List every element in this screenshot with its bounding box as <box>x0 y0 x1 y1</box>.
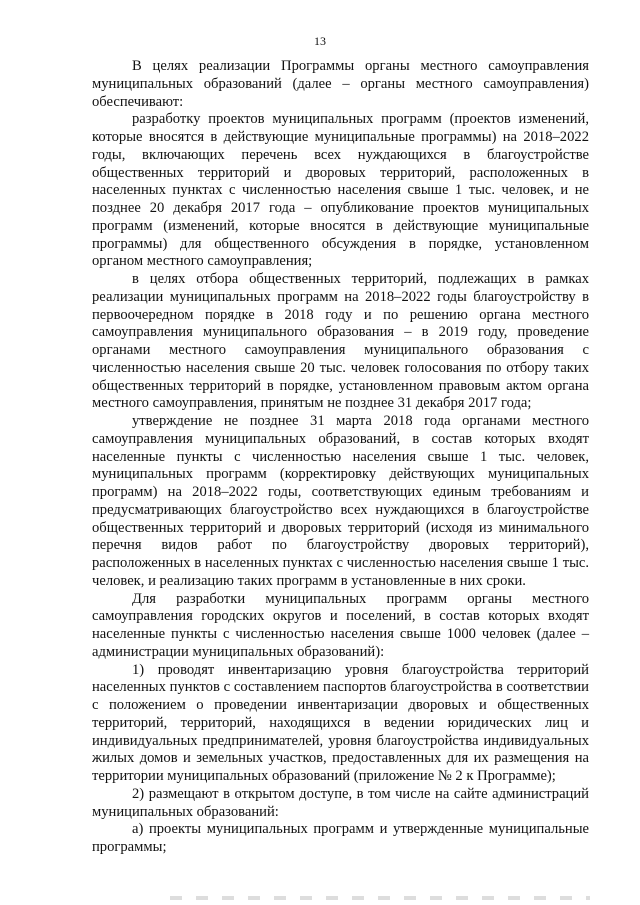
page-number: 13 <box>314 34 326 48</box>
document-body <box>92 58 589 857</box>
paragraph-item-2-publication: 2) размещают в открытом доступе, в том числе на сайте администраций муниципальных образований: <box>92 785 589 820</box>
paragraph-intro: В целях реализации Программы органы местного самоуправления муниципальных образований (далее – органы местного самоуправления) обеспечивают: <box>92 58 589 110</box>
paragraph-item-a-drafts: а) проекты муниципальных программ и утвержденные муниципальные программы; <box>92 821 589 855</box>
paragraph-item-1-inventory: 1) проводят инвентаризацию уровня благоустройства территорий населенных пунктов с составлением паспортов благоустройства в соответствии с положением о проведении инвентаризации дворовых и общественных территорий, территорий, находящихся в ведении юридических лиц и индивидуальных предпринимателей, уровня благоустройства индивидуальных жилых домов и земельных участков, предоставленных для их размещения на территории муниципальных образований (приложение № 2 к Программе); <box>92 661 589 784</box>
paragraph-program-approval: утверждение не позднее 31 марта 2018 года органами местного самоуправления муниципальных образований, в состав которых входят населенные пункты с численностью населения свыше 1 тыс. человек, муниципальных программ (корректировку действующих муниципальных программ) на 2018–2022 годы, соответствующих единым требованиям и предусматривающих благоустройство всех нуждающихся в благоустройстве общественных территорий и дворовых территорий (исходя из минимального перечня видов работ по благоустройству дворовых территорий), расположенных в населенных пунктах с численностью населения свыше 1 тыс. человек, и реализацию таких программ в установленные в них сроки. <box>92 413 589 589</box>
paragraph-territory-selection: в целях отбора общественных территорий, подлежащих в рамках реализации муниципальных программ на 2018–2022 годы благоустройству в первоочередном порядке в 2018 году и по решению органа местного самоуправления муниципального образования – в 2019 году, проведение органами местного самоуправления муниципального образования с численностью населения свыше 20 тыс. человек голосования по отбору таких общественных территорий в порядке, установленном правовым актом органа местного самоуправления, принятым не позднее 31 декабря 2017 года; <box>92 271 589 412</box>
paragraph-program-drafts: разработку проектов муниципальных программ (проектов изменений, которые вносятся в действующие муниципальные программы) на 2018–2022 годы, включающих перечень всех нуждающихся в благоустройстве общественных территорий и дворовых территорий, расположенных в населенных пунктах с численностью населения свыше 1 тыс. человек, и не позднее 20 декабря 2017 года – опубликование проектов муниципальных программ (изменений, которые вносятся в действующие муниципальные программы) для общественного обсуждения в порядке, установленном органом местного самоуправления; <box>92 111 589 270</box>
paragraph-program-development: Для разработки муниципальных программ органы местного самоуправления городских округов и поселений, в состав которых входят населенные пункты с численностью населения свыше 1000 человек (далее – администрации муниципальных образований): <box>92 590 589 660</box>
scan-artifact <box>170 896 590 900</box>
